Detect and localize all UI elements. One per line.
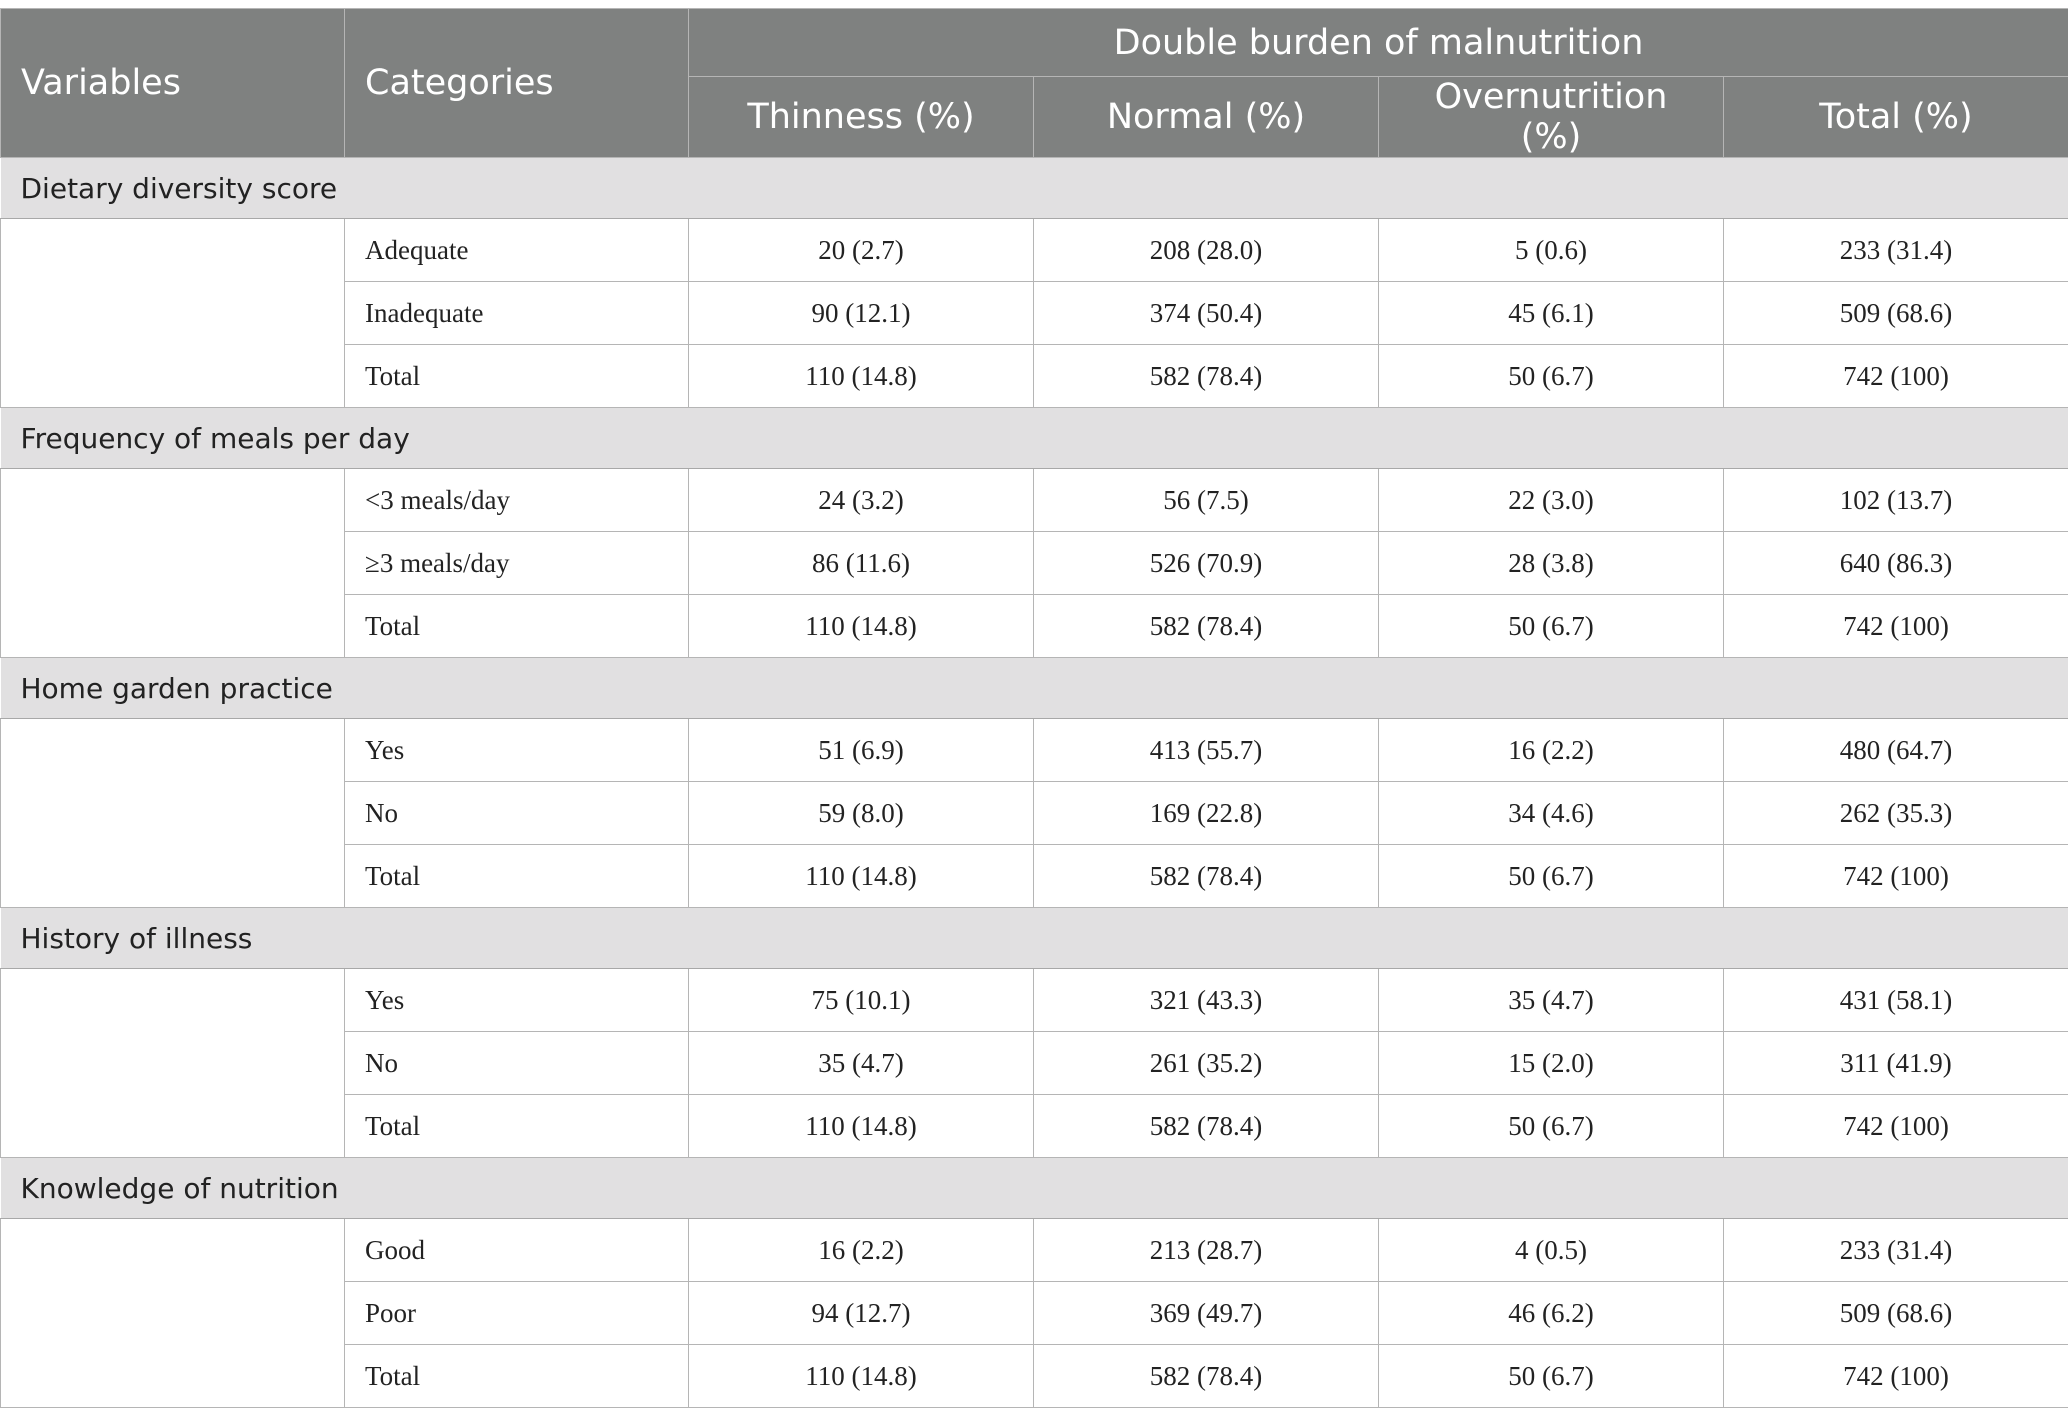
table-row: [1, 469, 2068, 532]
table-row: [1, 1219, 2068, 1282]
group-title: History of illness: [1, 908, 2068, 969]
header-thinness: Thinness (%): [689, 77, 1034, 158]
normal-cell: 582 (78.4): [1034, 845, 1379, 908]
normal-cell: 582 (78.4): [1034, 595, 1379, 658]
total-cell: 311 (41.9): [1724, 1032, 2068, 1095]
overnutrition-cell: 50 (6.7): [1379, 845, 1724, 908]
header-overnutrition: Overnutrition (%): [1379, 77, 1724, 158]
thinness-cell: 90 (12.1): [689, 282, 1034, 345]
group-row: [1, 1158, 2068, 1219]
thinness-cell: 16 (2.2): [689, 1219, 1034, 1282]
total-cell: 742 (100): [1724, 845, 2068, 908]
normal-cell: 374 (50.4): [1034, 282, 1379, 345]
total-cell: 262 (35.3): [1724, 782, 2068, 845]
header-group-title: Double burden of malnutrition: [689, 9, 2068, 77]
thinness-cell: 110 (14.8): [689, 345, 1034, 408]
normal-cell: 369 (49.7): [1034, 1282, 1379, 1345]
total-cell: 480 (64.7): [1724, 719, 2068, 782]
overnutrition-cell: 35 (4.7): [1379, 969, 1724, 1032]
thinness-cell: 75 (10.1): [689, 969, 1034, 1032]
category-cell: No: [345, 1032, 689, 1095]
thinness-cell: 24 (3.2): [689, 469, 1034, 532]
variable-cell-blank: [1, 719, 345, 908]
overnutrition-cell: 50 (6.7): [1379, 595, 1724, 658]
group-title: Frequency of meals per day: [1, 408, 2068, 469]
total-cell: 431 (58.1): [1724, 969, 2068, 1032]
overnutrition-cell: 46 (6.2): [1379, 1282, 1724, 1345]
overnutrition-cell: 50 (6.7): [1379, 1345, 1724, 1408]
normal-cell: 582 (78.4): [1034, 1095, 1379, 1158]
normal-cell: 321 (43.3): [1034, 969, 1379, 1032]
group-row: [1, 908, 2068, 969]
category-cell: Total: [345, 1095, 689, 1158]
category-cell: Yes: [345, 719, 689, 782]
category-cell: Total: [345, 1345, 689, 1408]
malnutrition-table: [0, 8, 2068, 1408]
thinness-cell: 110 (14.8): [689, 845, 1034, 908]
header-variables: Variables: [1, 9, 345, 158]
category-cell: Good: [345, 1219, 689, 1282]
group-row: [1, 158, 2068, 219]
thinness-cell: 59 (8.0): [689, 782, 1034, 845]
normal-cell: 169 (22.8): [1034, 782, 1379, 845]
category-cell: Poor: [345, 1282, 689, 1345]
thinness-cell: 110 (14.8): [689, 1095, 1034, 1158]
group-title: Home garden practice: [1, 658, 2068, 719]
overnutrition-cell: 28 (3.8): [1379, 532, 1724, 595]
category-cell: Adequate: [345, 219, 689, 282]
total-cell: 509 (68.6): [1724, 282, 2068, 345]
thinness-cell: 110 (14.8): [689, 595, 1034, 658]
header-normal: Normal (%): [1034, 77, 1379, 158]
thinness-cell: 51 (6.9): [689, 719, 1034, 782]
header-total: Total (%): [1724, 77, 2068, 158]
total-cell: 233 (31.4): [1724, 219, 2068, 282]
total-cell: 742 (100): [1724, 595, 2068, 658]
category-cell: Yes: [345, 969, 689, 1032]
variable-cell-blank: [1, 1219, 345, 1408]
category-cell: Total: [345, 595, 689, 658]
category-cell: No: [345, 782, 689, 845]
thinness-cell: 35 (4.7): [689, 1032, 1034, 1095]
overnutrition-cell: 34 (4.6): [1379, 782, 1724, 845]
overnutrition-cell: 50 (6.7): [1379, 1095, 1724, 1158]
category-cell: <3 meals/day: [345, 469, 689, 532]
variable-cell-blank: [1, 469, 345, 658]
total-cell: 742 (100): [1724, 345, 2068, 408]
group-row: [1, 658, 2068, 719]
overnutrition-cell: 15 (2.0): [1379, 1032, 1724, 1095]
normal-cell: 208 (28.0): [1034, 219, 1379, 282]
thinness-cell: 110 (14.8): [689, 1345, 1034, 1408]
group-row: [1, 408, 2068, 469]
total-cell: 742 (100): [1724, 1345, 2068, 1408]
overnutrition-cell: 45 (6.1): [1379, 282, 1724, 345]
total-cell: 509 (68.6): [1724, 1282, 2068, 1345]
table-body: [1, 158, 2068, 1408]
variable-cell-blank: [1, 219, 345, 408]
overnutrition-cell: 5 (0.6): [1379, 219, 1724, 282]
variable-cell-blank: [1, 969, 345, 1158]
thinness-cell: 20 (2.7): [689, 219, 1034, 282]
normal-cell: 413 (55.7): [1034, 719, 1379, 782]
normal-cell: 261 (35.2): [1034, 1032, 1379, 1095]
overnutrition-cell: 22 (3.0): [1379, 469, 1724, 532]
overnutrition-cell: 4 (0.5): [1379, 1219, 1724, 1282]
total-cell: 742 (100): [1724, 1095, 2068, 1158]
category-cell: Inadequate: [345, 282, 689, 345]
category-cell: ≥3 meals/day: [345, 532, 689, 595]
group-title: Knowledge of nutrition: [1, 1158, 2068, 1219]
total-cell: 102 (13.7): [1724, 469, 2068, 532]
category-cell: Total: [345, 345, 689, 408]
thinness-cell: 86 (11.6): [689, 532, 1034, 595]
normal-cell: 582 (78.4): [1034, 1345, 1379, 1408]
normal-cell: 213 (28.7): [1034, 1219, 1379, 1282]
normal-cell: 56 (7.5): [1034, 469, 1379, 532]
thinness-cell: 94 (12.7): [689, 1282, 1034, 1345]
header-categories: Categories: [345, 9, 689, 158]
normal-cell: 526 (70.9): [1034, 532, 1379, 595]
total-cell: 233 (31.4): [1724, 1219, 2068, 1282]
group-title: Dietary diversity score: [1, 158, 2068, 219]
total-cell: 640 (86.3): [1724, 532, 2068, 595]
table-row: [1, 969, 2068, 1032]
category-cell: Total: [345, 845, 689, 908]
overnutrition-cell: 16 (2.2): [1379, 719, 1724, 782]
table-row: [1, 719, 2068, 782]
table-row: [1, 219, 2068, 282]
table-header: [1, 9, 2068, 158]
overnutrition-cell: 50 (6.7): [1379, 345, 1724, 408]
normal-cell: 582 (78.4): [1034, 345, 1379, 408]
